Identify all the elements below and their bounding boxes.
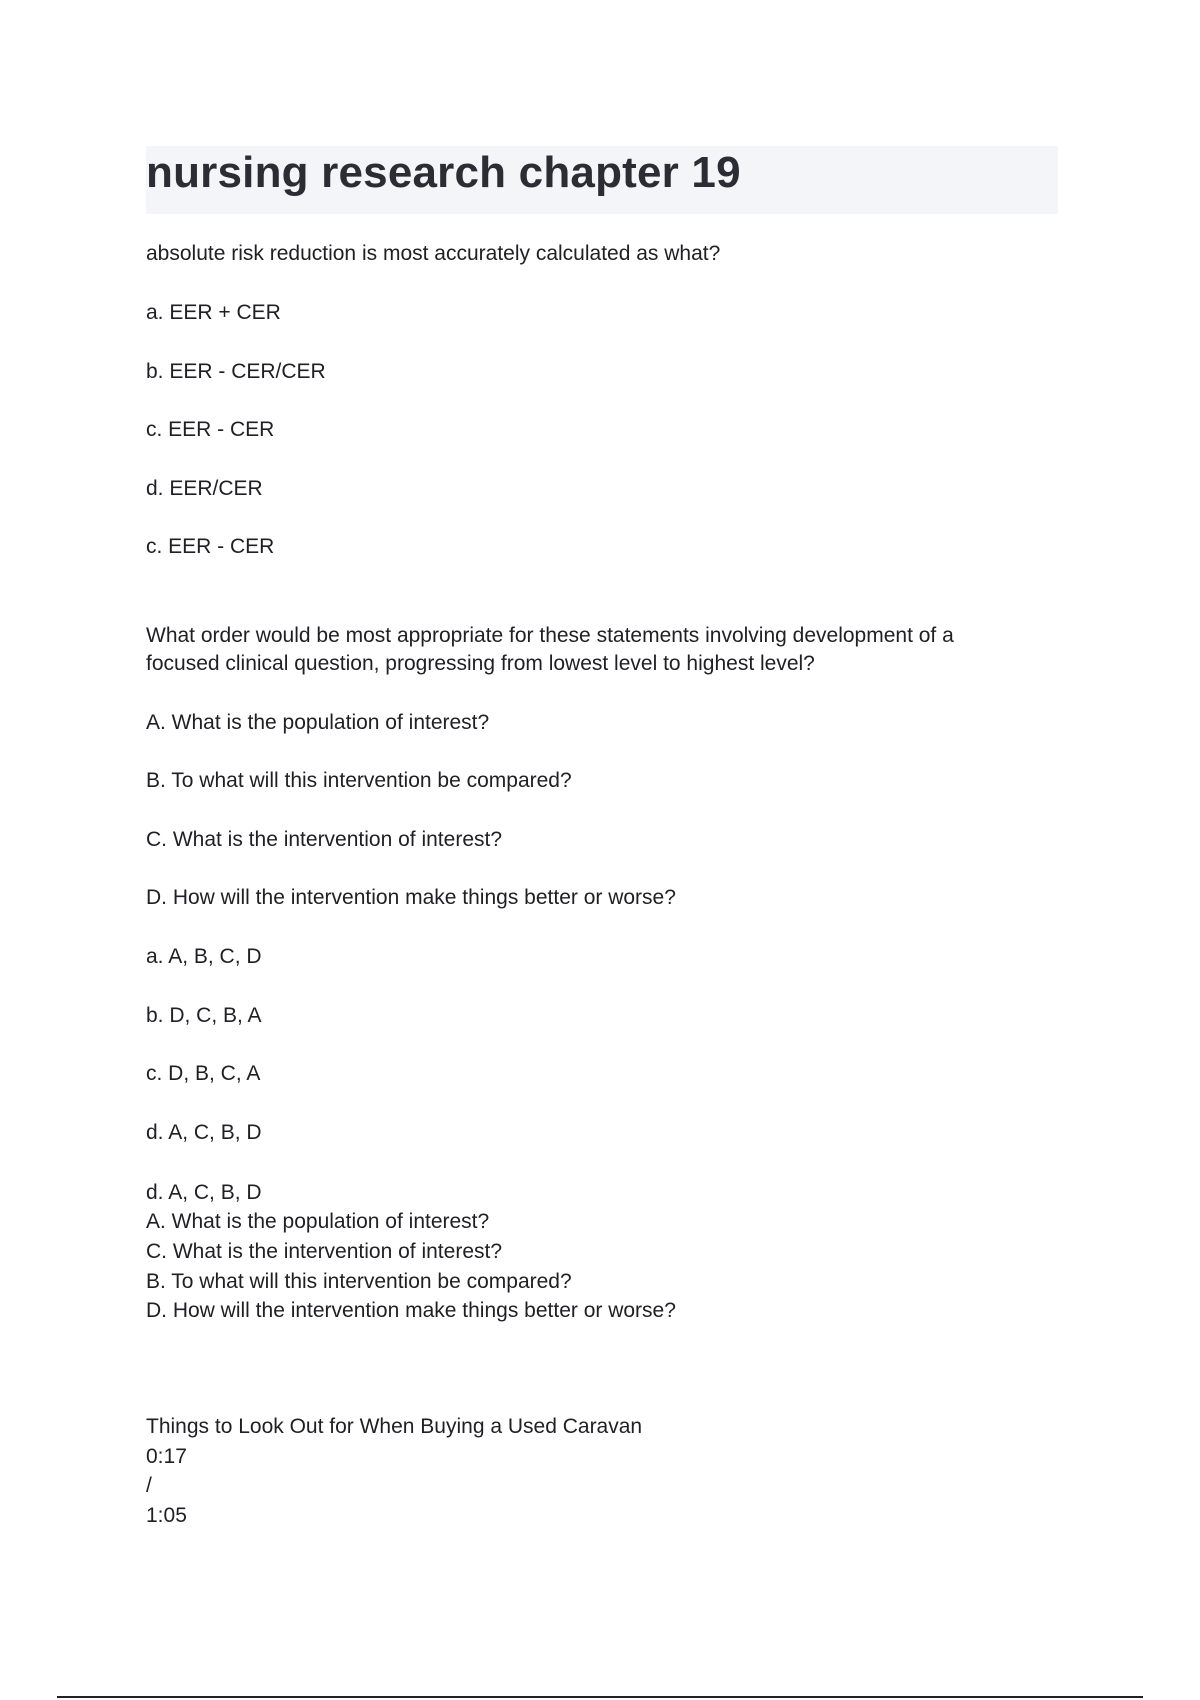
question-1-answer: c. EER - CER <box>146 535 275 558</box>
question-2-answer-line-1: d. A, C, B, D <box>146 1181 262 1204</box>
page-title: nursing research chapter 19 <box>146 148 741 197</box>
question-2-answer-line-2: A. What is the population of interest? <box>146 1210 490 1233</box>
video-duration: 1:05 <box>146 1504 187 1527</box>
video-title-link[interactable]: Things to Look Out for When Buying a Used Caravan <box>146 1415 643 1438</box>
question-2-option-a: a. A, B, C, D <box>146 945 262 968</box>
question-1-option-c: c. EER - CER <box>146 418 275 441</box>
question-1-option-d: d. EER/CER <box>146 477 263 500</box>
question-1-option-b: b. EER - CER/CER <box>146 360 326 383</box>
question-1-prompt: absolute risk reduction is most accurately calculated as what? <box>146 242 721 265</box>
question-2-option-d: d. A, C, B, D <box>146 1121 262 1144</box>
question-2-prompt-line-2: focused clinical question, progressing from lowest level to highest level? <box>146 652 815 675</box>
question-2-statement-d: D. How will the intervention make things better or worse? <box>146 886 676 909</box>
question-2-answer-line-4: B. To what will this intervention be compared? <box>146 1270 572 1293</box>
question-1-option-a: a. EER + CER <box>146 301 281 324</box>
question-2-statement-b: B. To what will this intervention be compared? <box>146 769 572 792</box>
question-2-statement-a: A. What is the population of interest? <box>146 711 490 734</box>
question-2-answer-line-5: D. How will the intervention make things better or worse? <box>146 1299 676 1322</box>
question-2-option-b: b. D, C, B, A <box>146 1004 262 1027</box>
footer-divider <box>57 1696 1143 1698</box>
video-time-separator: / <box>146 1474 152 1497</box>
video-current-time: 0:17 <box>146 1445 187 1468</box>
question-2-statement-c: C. What is the intervention of interest? <box>146 828 503 851</box>
question-2-prompt-line-1: What order would be most appropriate for these statements involving development of a <box>146 624 954 647</box>
question-2-answer-line-3: C. What is the intervention of interest? <box>146 1240 503 1263</box>
question-2-option-c: c. D, B, C, A <box>146 1062 261 1085</box>
